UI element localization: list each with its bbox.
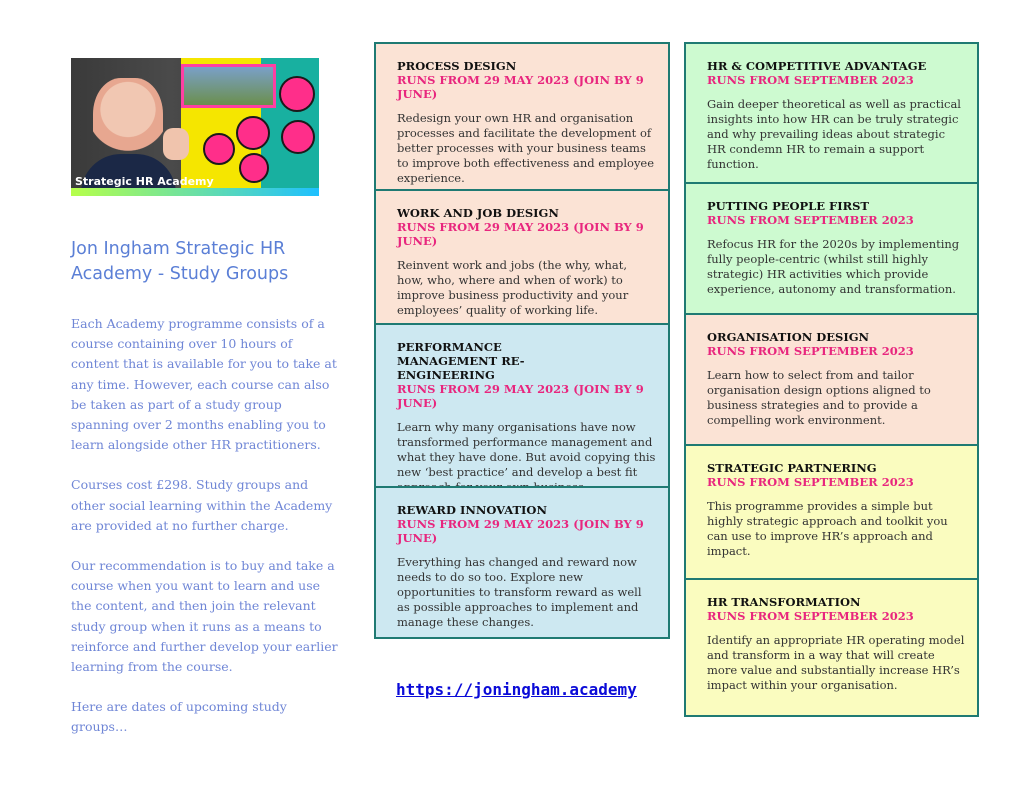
course-description: Identify an appropriate HR operating model and transform in a way that will create more value and substantially increase HR’s impact within your organisation. (707, 633, 965, 692)
hero-band (71, 188, 319, 196)
presenter-hand (163, 128, 189, 160)
course-title: STRATEGIC PARTNERING (707, 461, 877, 475)
hero-tag: Strategic HR Academy (75, 175, 214, 188)
course-card-hr-transformation (684, 578, 979, 717)
course-dates: RUNS FROM SEPTEMBER 2023 (707, 213, 914, 227)
course-description: Refocus HR for the 2020s by implementing fully people-centric (whilst still highly strategic) HR activities which provide experience, autonomy and transformation. (707, 237, 960, 296)
course-card-organisation-design (684, 313, 979, 446)
course-dates: RUNS FROM 29 MAY 2023 (JOIN BY 9 JUNE) (397, 73, 644, 101)
course-card-work-and-job-design (374, 189, 670, 325)
course-title: WORK AND JOB DESIGN (397, 206, 559, 220)
course-dates: RUNS FROM SEPTEMBER 2023 (707, 73, 914, 87)
course-card-hr-competitive-advantage (684, 42, 979, 184)
page-title: Jon Ingham Strategic HR Academy - Study Groups (71, 239, 289, 284)
course-title: REWARD INNOVATION (397, 503, 547, 517)
course-description: Learn why many organisations have now transformed performance management and what they have done. But avoid copying this new ‘best practice’ and develop a best fit (397, 420, 656, 479)
course-dates: RUNS FROM 29 MAY 2023 (JOIN BY 9 JUNE) (397, 382, 644, 410)
course-dates: RUNS FROM SEPTEMBER 2023 (707, 475, 914, 489)
course-title: PROCESS DESIGN (397, 59, 517, 73)
course-title: HR & COMPETITIVE ADVANTAGE (707, 59, 927, 73)
topic-bubble (239, 153, 269, 183)
intro-text (71, 314, 341, 758)
hero-image (71, 58, 319, 196)
course-title: ORGANISATION DESIGN (707, 330, 870, 344)
course-description: Gain deeper theoretical as well as practical insights into how HR can be truly strategic and why prevailing ideas about strategic HR condemn HR to remain a support function. (707, 97, 961, 171)
course-description: Learn how to select from and tailor organisation design options aligned to business strategies and to provide a compelling work environment. (707, 368, 931, 427)
intro-paragraph: Each Academy programme consists of a course containing over 10 hours of content that is available for you to take at any time. However, each course can also be taken as part of a study group spanning over 2 months enabling you to learn alongside other HR practitioners. (71, 316, 337, 453)
course-dates: RUNS FROM SEPTEMBER 2023 (707, 609, 914, 623)
course-card-performance-management (374, 323, 670, 488)
course-description: Reinvent work and jobs (the why, what, how, who, where and when of work) to improve business productivity and your employees’ quality of working life. (397, 258, 629, 317)
topic-bubble (281, 120, 315, 154)
topic-bubble (203, 133, 235, 165)
course-description: Redesign your own HR and organisation processes and facilitate the development of better processes with your business teams to improve both effectiveness and employee experience. (397, 111, 655, 185)
intro-paragraph: Our recommendation is to buy and take a course when you want to learn and use the content, and then join the relevant study group when it runs as a means to reinforce and further develop your earlier learning from the course. (71, 558, 338, 675)
course-dates: RUNS FROM 29 MAY 2023 (JOIN BY 9 JUNE) (397, 517, 644, 545)
academy-link[interactable]: https://joningham.academy (396, 680, 637, 699)
course-title: PERFORMANCE MANAGEMENT RE-ENGINEERING (397, 340, 525, 382)
intro-paragraph: Courses cost £298. Study groups and other social learning within the Academy are provided at no further charge. (71, 477, 333, 533)
course-card-reward-innovation (374, 486, 670, 639)
course-title: PUTTING PEOPLE FIRST (707, 199, 869, 213)
intro-paragraph: Here are dates of upcoming study groups… (71, 699, 287, 735)
course-card-putting-people-first (684, 182, 979, 315)
horses-photo (181, 64, 276, 108)
course-dates: RUNS FROM SEPTEMBER 2023 (707, 344, 914, 358)
course-description: Everything has changed and reward now needs to do so too. Explore new opportunities to transform reward as well as possible approaches to implement and manage these changes. (397, 555, 642, 629)
course-dates: RUNS FROM 29 MAY 2023 (JOIN BY 9 JUNE) (397, 220, 644, 248)
course-description: This programme provides a simple but highly strategic approach and toolkit you can use to improve HR’s approach and impact. (707, 499, 948, 558)
topic-bubble (236, 116, 270, 150)
course-card-strategic-partnering (684, 444, 979, 580)
course-card-process-design (374, 42, 670, 191)
course-title: HR TRANSFORMATION (707, 595, 861, 609)
topic-bubble (279, 76, 315, 112)
presenter-face (93, 78, 163, 168)
